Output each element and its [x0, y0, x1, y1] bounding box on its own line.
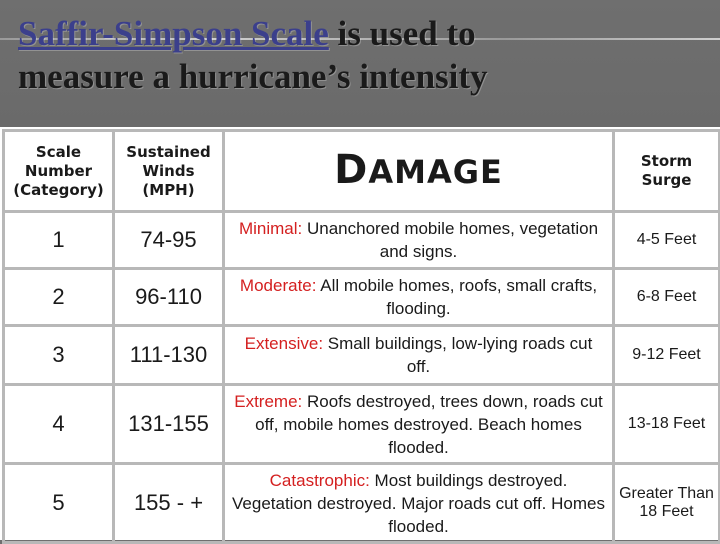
damage-cell	[224, 464, 614, 543]
table-row	[4, 269, 720, 326]
header-damage-rest: AMAGE	[368, 152, 503, 191]
category-cell: 5	[4, 464, 114, 543]
table-header-row	[4, 131, 720, 212]
damage-level: Extreme:	[234, 391, 303, 411]
title-text-2: measure a hurricane’s intensity	[18, 57, 488, 96]
damage-cell	[224, 212, 614, 269]
winds-cell: 96-110	[114, 269, 224, 326]
table-row	[4, 212, 720, 269]
surge-cell: 4-5 Feet	[614, 212, 720, 269]
header-scale-number: Scale Number (Category)	[4, 131, 114, 212]
damage-level: Extensive:	[244, 334, 324, 353]
table-row	[4, 385, 720, 464]
winds-cell: 131-155	[114, 385, 224, 464]
damage-level: Catastrophic:	[269, 470, 370, 490]
damage-description: Roofs destroyed, trees down, roads cut off, mobile homes destroyed. Beach homes flooded.	[255, 391, 603, 457]
saffir-simpson-table	[2, 129, 720, 544]
damage-level: Minimal:	[238, 219, 303, 238]
damage-description: Most buildings destroyed. Vegetation destroyed. Major roads cut off. Homes flooded.	[232, 470, 605, 536]
table-row	[4, 464, 720, 543]
saffir-simpson-link[interactable]: Saffir-Simpson Scale	[18, 14, 329, 53]
damage-description: All mobile homes, roofs, small crafts, flooding.	[316, 276, 598, 318]
category-cell: 1	[4, 212, 114, 269]
damage-description: Unanchored mobile homes, vegetation and signs.	[302, 219, 599, 261]
category-cell: 2	[4, 269, 114, 326]
header-storm-surge: Storm Surge	[614, 131, 720, 212]
winds-cell: 74-95	[114, 212, 224, 269]
damage-description: Small buildings, low-lying roads cut off.	[323, 334, 593, 376]
category-cell: 4	[4, 385, 114, 464]
surge-cell: 13-18 Feet	[614, 385, 720, 464]
damage-cell	[224, 326, 614, 385]
damage-cell	[224, 269, 614, 326]
slide-title	[18, 12, 708, 98]
damage-cell	[224, 385, 614, 464]
category-cell: 3	[4, 326, 114, 385]
surge-cell: 6-8 Feet	[614, 269, 720, 326]
header-sustained-winds: Sustained Winds (MPH)	[114, 131, 224, 212]
winds-cell: 155 - +	[114, 464, 224, 543]
surge-cell: 9-12 Feet	[614, 326, 720, 385]
title-text-1: is used to	[328, 14, 476, 53]
damage-level: Moderate:	[239, 276, 317, 295]
table-row	[4, 326, 720, 385]
surge-cell: Greater Than 18 Feet	[614, 464, 720, 543]
header-damage	[224, 131, 614, 212]
header-damage-first: D	[334, 146, 369, 193]
winds-cell: 111-130	[114, 326, 224, 385]
scale-table-container	[0, 127, 720, 540]
